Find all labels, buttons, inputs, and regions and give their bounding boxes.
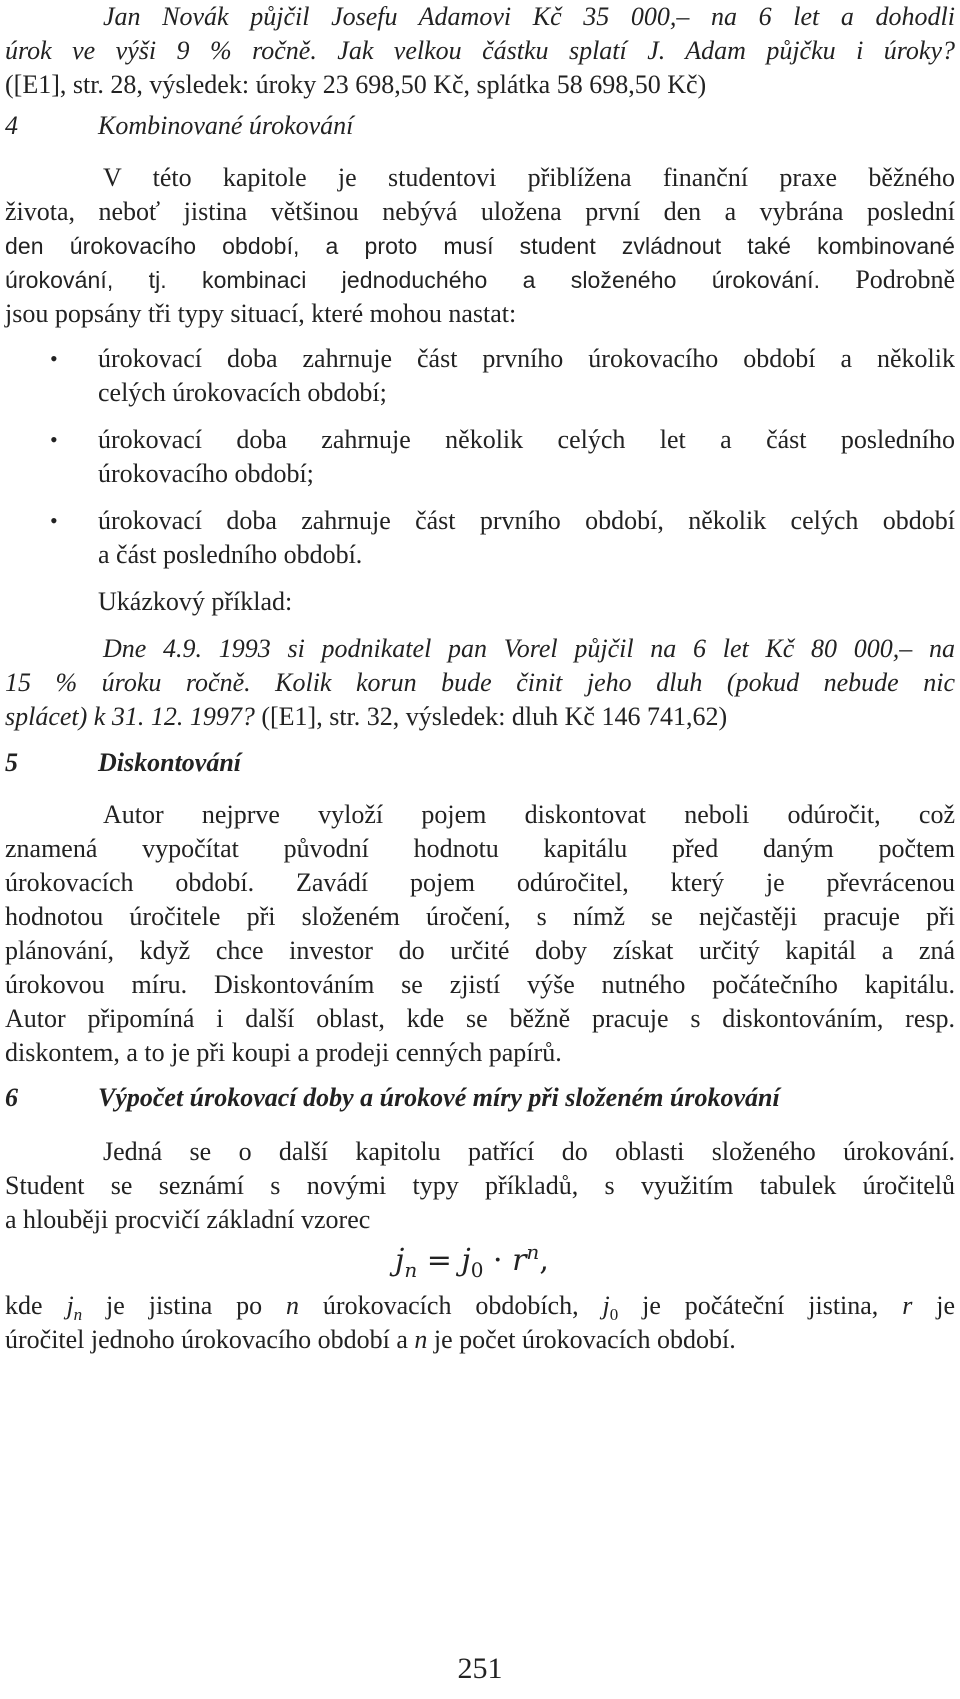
bullet-3-line2: a část posledního období. — [98, 540, 363, 569]
bullet-2-symbol: • — [50, 427, 58, 452]
section6-title: Výpočet úrokovací doby a úrokové míry při složeném úrokování — [98, 1083, 780, 1112]
bullet-2-line1: úrokovací doba zahrnuje několik celých let a část posledního — [98, 425, 955, 454]
bullet-1-line1: úrokovací doba zahrnuje část prvního úrokovacího období a několik — [98, 344, 955, 373]
section4-para-line1: V této kapitole je studentovi přiblížena finanční praxe běžného — [103, 163, 955, 192]
section6-heading — [5, 1081, 780, 1115]
bullet-3-line1: úrokovací doba zahrnuje část prvního období, několik celých období — [98, 506, 955, 535]
section4-title: Kombinované úrokování — [98, 111, 354, 140]
section4-number: 4 — [5, 111, 18, 140]
sample-example-line1: Dne 4.9. 1993 si podnikatel pan Vorel půjčil na 6 let Kč 80 000,– na — [103, 634, 955, 663]
section4-para-line5: jsou popsány tři typy situací, které mohou nastat: — [5, 299, 517, 328]
formula-explanation-line2: úročitel jednoho úrokovacího období a n je počet úrokovacích období. — [5, 1325, 736, 1354]
sample-example-reference: ([E1], str. 32, výsledek: dluh Kč 146 741,62) — [261, 702, 728, 731]
sample-example-line3 — [5, 700, 955, 734]
sample-example-line2: 15 % úroku ročně. Kolik korun bude činit jeho dluh (pokud nebude nic — [5, 668, 955, 697]
section5-line4: hodnotou úročitele při složeném úročení, s nímž se nejčastěji pracuje při — [5, 902, 955, 931]
section6-line3: a hlouběji procvičí základní vzorec — [5, 1205, 371, 1234]
section4-para-line4-a: úrokování, tj. kombinaci jednoduchého a složeného úrokování. — [5, 267, 821, 293]
section5-line6: úrokovou míru. Diskontováním se zjistí výše nutného počátečního kapitálu. — [5, 970, 955, 999]
section5-line8: diskontem, a to je při koupi a prodeji cenných papírů. — [5, 1038, 562, 1067]
section5-heading — [5, 746, 241, 780]
section4-para-line2: života, neboť jistina většinou nebývá uložena první den a vybrána poslední — [5, 197, 955, 226]
example1-line1: Jan Novák půjčil Josefu Adamovi Kč 35 000,– na 6 let a dohodli — [103, 2, 955, 31]
sample-example-question: splácet) k 31. 12. 1997? — [5, 702, 255, 731]
section4-para-line4-b: Podrobně — [855, 265, 956, 294]
formula-explanation-line1: kde $j_n$ je jistina po n úrokovacích obdobích, $j_0$ je počáteční jistina, r je — [5, 1291, 955, 1325]
bullet-2-line2: úrokovacího období; — [98, 459, 314, 488]
section4-para-line4 — [5, 263, 955, 297]
page-number: 251 — [457, 1652, 503, 1685]
sample-example-label: Ukázkový příklad: — [98, 587, 293, 616]
section4-para-line3: den úrokovacího období, a proto musí student zvládnout také kombinované — [5, 233, 955, 259]
bullet-1-symbol: • — [50, 346, 58, 371]
section5-title: Diskontování — [98, 748, 242, 777]
section5-line1: Autor nejprve vyloží pojem diskontovat neboli odúročit, což — [103, 800, 955, 829]
compound-interest-formula: $j_n = j_0 \cdot r^n$, — [395, 1240, 549, 1282]
example1-reference: ([E1], str. 28, výsledek: úroky 23 698,50 Kč, splátka 58 698,50 Kč) — [5, 70, 707, 99]
section5-line2: znamená vypočítat původní hodnotu kapitálu před daným počtem — [5, 834, 955, 863]
section4-heading — [5, 109, 353, 143]
section5-line3: úrokovacích období. Zavádí pojem odúročitel, který je převrácenou — [5, 868, 955, 897]
bullet-3-symbol: • — [50, 508, 58, 533]
section5-line5: plánování, když chce investor do určité doby získat určitý kapitál a zná — [5, 936, 955, 965]
section5-line7: Autor připomíná i další oblast, kde se běžně pracuje s diskontováním, resp. — [5, 1004, 955, 1033]
section5-number: 5 — [5, 748, 18, 777]
section6-line1: Jedná se o další kapitolu patřící do oblasti složeného úrokování. — [103, 1137, 955, 1166]
example1-line2: úrok ve výši 9 % ročně. Jak velkou částku splatí J. Adam půjčku i úroky? — [5, 36, 955, 65]
section6-line2: Student se seznámí s novými typy příkladů, s využitím tabulek úročitelů — [5, 1171, 955, 1200]
bullet-1-line2: celých úrokovacích období; — [98, 378, 387, 407]
section6-number: 6 — [5, 1083, 18, 1112]
